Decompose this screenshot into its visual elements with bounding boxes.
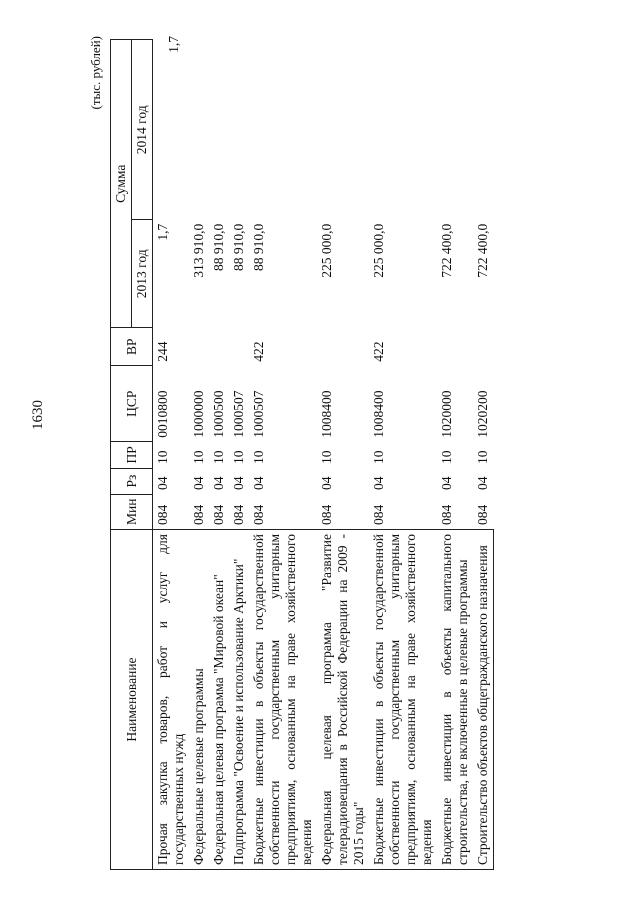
cell-pr: 10 (371, 450, 386, 465)
cell-name: Бюджетные инвестиции в объекты государственной собственности государственным унитарным предприятиям, основанным на праве хозяйственного ведения (249, 530, 317, 870)
cell-min: 084 (155, 504, 170, 525)
cell-rz: 04 (191, 476, 206, 491)
cell-min: 084 (251, 504, 266, 525)
cell-rz: 04 (439, 476, 454, 491)
cell-name: Бюджетные инвестиции в объекты капитального строительства, не включенные в целевые программы (437, 530, 473, 870)
cell-y2013: 225 000,0 (371, 223, 386, 278)
cell-min: 084 (191, 504, 206, 525)
rotated-page (82, 30, 562, 870)
cell-name: Федеральные целевые программы (189, 530, 209, 870)
cell-y2014 (209, 40, 229, 220)
header-min: Мин (111, 494, 153, 529)
header-rz: Рз (111, 468, 153, 494)
cell-name: Подпрограмма "Освоение и использование Арктики" (229, 530, 249, 870)
cell-rz: 04 (211, 476, 226, 491)
header-pr: ПР (111, 442, 153, 468)
stray-value-2014: 1,7 (166, 36, 181, 53)
cell-csr: 1000500 (211, 390, 226, 438)
cell-pr: 10 (439, 450, 454, 465)
cell-y2014 (369, 40, 437, 220)
cell-y2013: 722 400,0 (439, 223, 454, 278)
cell-rz: 04 (371, 476, 386, 491)
cell-csr: 1008400 (371, 390, 386, 438)
header-name: Наименование (111, 530, 153, 870)
table-row (229, 40, 249, 870)
cell-pr: 10 (191, 450, 206, 465)
cell-min: 084 (475, 504, 490, 525)
cell-y2014 (229, 40, 249, 220)
cell-y2013: 88 910,0 (211, 223, 226, 272)
table-row (209, 40, 229, 870)
cell-min: 084 (371, 504, 386, 525)
cell-min: 084 (211, 504, 226, 525)
cell-y2014 (473, 40, 494, 220)
table-row (249, 40, 317, 870)
cell-csr: 1000000 (191, 390, 206, 438)
header-2014: 2014 год (132, 40, 153, 220)
header-csr: ЦСР (111, 366, 153, 442)
table-row (473, 40, 494, 870)
cell-y2013: 88 910,0 (251, 223, 266, 272)
cell-csr: 1020000 (439, 390, 454, 438)
cell-y2013: 722 400,0 (475, 223, 490, 278)
table-row (317, 40, 369, 870)
cell-name: Федеральная целевая программа "Мировой океан" (209, 530, 229, 870)
cell-rz: 04 (155, 476, 170, 491)
cell-rz: 04 (319, 476, 334, 491)
cell-y2014 (189, 40, 209, 220)
table-row (369, 40, 437, 870)
cell-name: Строительство объектов общегражданского назначения (473, 530, 494, 870)
cell-y2013: 313 910,0 (191, 223, 206, 278)
cell-pr: 10 (231, 450, 246, 465)
cell-csr: 0010800 (155, 390, 170, 438)
cell-vr (229, 328, 249, 366)
cell-rz: 04 (475, 476, 490, 491)
cell-vr (209, 328, 229, 366)
cell-name: Федеральная целевая программа "Развитие телерадиовещания в Российской Федерации на 2009 - 2015 годы" (317, 530, 369, 870)
cell-y2013: 1,7 (155, 223, 170, 241)
header-sum: Сумма (111, 40, 132, 328)
cell-y2014 (249, 40, 317, 220)
table-row (153, 40, 190, 870)
cell-vr: 422 (251, 341, 266, 362)
cell-csr: 1000507 (251, 390, 266, 438)
cell-pr: 10 (319, 450, 334, 465)
cell-rz: 04 (251, 476, 266, 491)
cell-vr (189, 328, 209, 366)
cell-min: 084 (319, 504, 334, 525)
budget-table (110, 39, 494, 870)
cell-y2014 (317, 40, 369, 220)
cell-csr: 1008400 (319, 390, 334, 438)
cell-y2013: 88 910,0 (231, 223, 246, 272)
table-row (189, 40, 209, 870)
header-vr: ВР (111, 328, 153, 366)
cell-vr: 244 (155, 341, 170, 362)
table-row (437, 40, 473, 870)
cell-csr: 1020200 (475, 390, 490, 438)
cell-pr: 10 (251, 450, 266, 465)
cell-vr: 422 (371, 341, 386, 362)
cell-y2013: 225 000,0 (319, 223, 334, 278)
cell-pr: 10 (155, 450, 170, 465)
cell-min: 084 (231, 504, 246, 525)
cell-rz: 04 (231, 476, 246, 491)
cell-min: 084 (439, 504, 454, 525)
cell-name: Прочая закупка товаров, работ и услуг для государственных нужд (153, 530, 190, 870)
cell-vr (473, 328, 494, 366)
cell-y2014 (153, 40, 190, 220)
unit-note: (тыс. рублей) (88, 36, 103, 110)
cell-pr: 10 (475, 450, 490, 465)
page-number: 1630 (30, 400, 46, 430)
cell-vr (437, 328, 473, 366)
cell-vr (317, 328, 369, 366)
cell-name: Бюджетные инвестиции в объекты государственной собственности государственным унитарным предприятиям, основанным на праве хозяйственного ведения (369, 530, 437, 870)
cell-csr: 1000507 (231, 390, 246, 438)
header-2013: 2013 год (132, 220, 153, 328)
cell-y2014 (437, 40, 473, 220)
cell-pr: 10 (211, 450, 226, 465)
